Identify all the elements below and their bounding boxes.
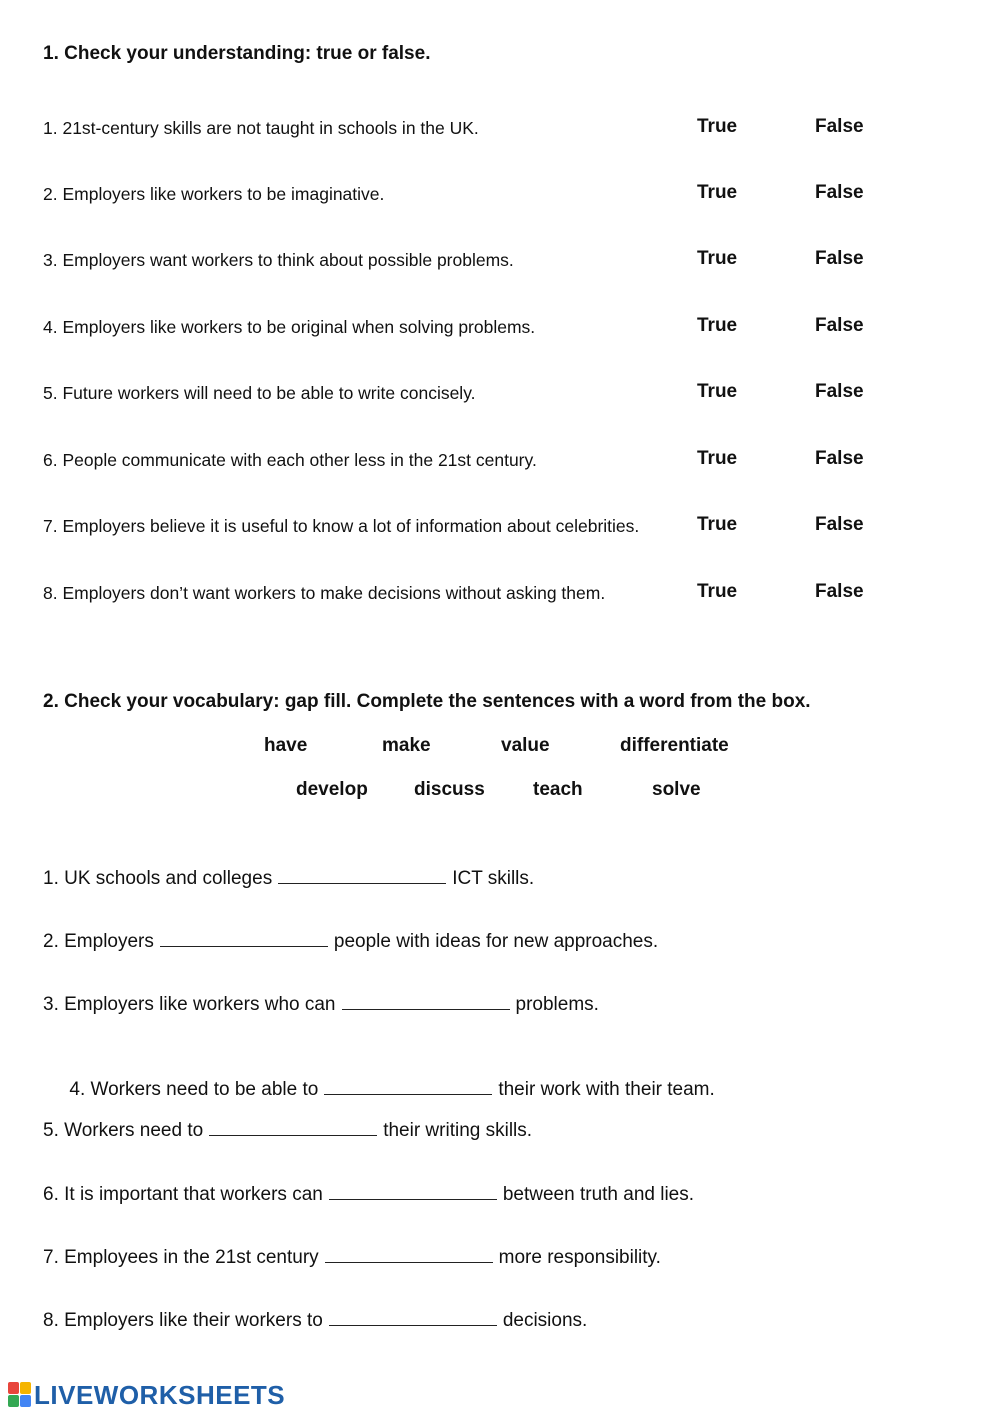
gap-sentence-1: 1. UK schools and colleges ICT skills.: [43, 865, 534, 890]
tf-true-option-8[interactable]: True: [697, 581, 738, 602]
tf-question-4: 4. Employers like workers to be original when solving problems.: [43, 317, 536, 337]
section1-title: 1. Check your understanding: true or false.: [43, 43, 431, 64]
tf-question-8: 8. Employers don’t want workers to make decisions without asking them.: [43, 583, 606, 603]
tf-false-option-6[interactable]: False: [815, 448, 864, 469]
liveworksheets-logo: [8, 1380, 285, 1410]
gap-input-3[interactable]: [342, 991, 510, 1010]
cube-icon: [8, 1382, 32, 1408]
tf-false-option-1[interactable]: False: [815, 116, 864, 137]
tf-question-5: 5. Future workers will need to be able to write concisely.: [43, 383, 476, 403]
gap-sentence-4: 4. Workers need to be able to their work with their team.: [43, 1054, 715, 1123]
tf-question-1: 1. 21st-century skills are not taught in schools in the UK.: [43, 118, 479, 138]
gap-sentence-8: 8. Employers like their workers to decisions.: [43, 1307, 587, 1332]
tf-true-option-2[interactable]: True: [697, 182, 738, 203]
gap-input-5[interactable]: [209, 1117, 377, 1136]
tf-true-option-5[interactable]: True: [697, 381, 738, 402]
gap-sentence-7: 7. Employees in the 21st century more responsibility.: [43, 1244, 661, 1269]
word-box-item: teach: [533, 779, 583, 800]
gap-input-8[interactable]: [329, 1307, 497, 1326]
word-box-item: have: [264, 735, 308, 756]
tf-question-3: 3. Employers want workers to think about possible problems.: [43, 250, 514, 270]
logo-text: LIVEWORKSHEETS: [34, 1379, 286, 1410]
word-box-item: discuss: [414, 779, 485, 800]
tf-true-option-6[interactable]: True: [697, 448, 738, 469]
tf-false-option-4[interactable]: False: [815, 315, 864, 336]
tf-true-option-3[interactable]: True: [697, 248, 738, 269]
gap-input-2[interactable]: [160, 928, 328, 947]
section2-title: 2. Check your vocabulary: gap fill. Complete the sentences with a word from the box.: [43, 691, 811, 712]
gap-sentence-5: 5. Workers need to their writing skills.: [43, 1117, 532, 1142]
tf-true-option-7[interactable]: True: [697, 514, 738, 535]
word-box-item: make: [382, 735, 431, 756]
gap-input-7[interactable]: [325, 1244, 493, 1263]
gap-sentence-3: 3. Employers like workers who can problems.: [43, 991, 599, 1016]
tf-false-option-2[interactable]: False: [815, 182, 864, 203]
tf-true-option-4[interactable]: True: [697, 315, 738, 336]
gap-sentence-2: 2. Employers people with ideas for new approaches.: [43, 928, 658, 953]
word-box-item: differentiate: [620, 735, 729, 756]
word-box-item: value: [501, 735, 550, 756]
tf-false-option-5[interactable]: False: [815, 381, 864, 402]
gap-input-6[interactable]: [329, 1181, 497, 1200]
tf-question-6: 6. People communicate with each other less in the 21st century.: [43, 450, 537, 470]
gap-sentence-6: 6. It is important that workers can between truth and lies.: [43, 1181, 694, 1206]
tf-question-7: 7. Employers believe it is useful to know a lot of information about celebrities.: [43, 516, 640, 536]
word-box-item: solve: [652, 779, 701, 800]
gap-input-1[interactable]: [278, 865, 446, 884]
tf-false-option-7[interactable]: False: [815, 514, 864, 535]
tf-true-option-1[interactable]: True: [697, 116, 738, 137]
tf-question-2: 2. Employers like workers to be imaginative.: [43, 184, 385, 204]
tf-false-option-8[interactable]: False: [815, 581, 864, 602]
gap-input-4[interactable]: [324, 1076, 492, 1095]
word-box-item: develop: [296, 779, 368, 800]
tf-false-option-3[interactable]: False: [815, 248, 864, 269]
